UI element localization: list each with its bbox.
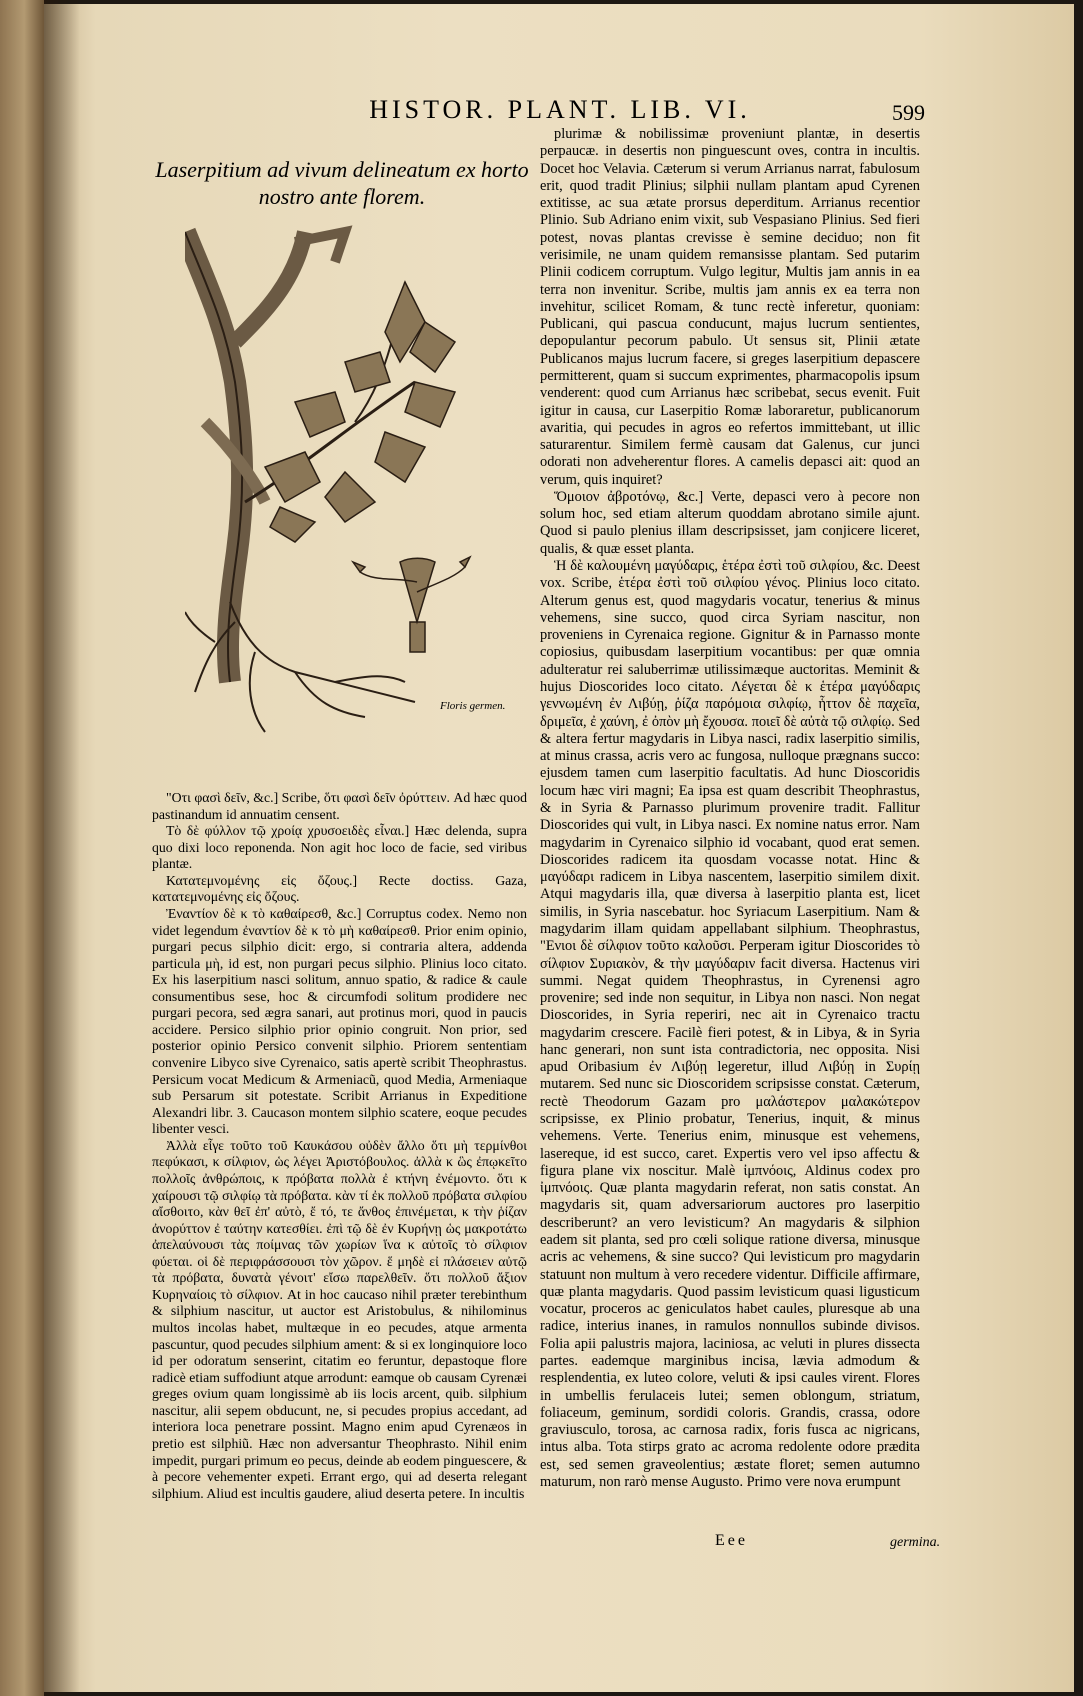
figure-title: Laserpitium ad vivum delineatum ex horto nostro ante florem.: [155, 157, 529, 209]
catchword: germina.: [890, 1535, 941, 1550]
paragraph: Κατατεμνομένης εἰς ὄζους.] Recte doctiss. Gaza, κατατεμνομένης εἰς ὄζους.: [152, 872, 527, 905]
laserpitium-plant-woodcut: [185, 222, 515, 782]
right-column: [540, 126, 920, 1491]
paragraph: Τὸ δὲ φύλλον τῷ χροίᾳ χρυσοειδὲς εἶναι.] Hæc delenda, supra quo dixi loco reponenda. Non agit hoc loco de facie, sed viribus plantæ.: [152, 823, 527, 872]
previous-page-edge: [0, 0, 44, 1696]
paragraph: Ἡ δὲ καλουμένη μαγύδαρις, ἑτέρα ἐστὶ τοῦ σιλφίου, &c. Deest vox. Scribe, ἑτέρα ἐστὶ τοῦ σιλφίου γένος. Plinius loco citato. Alterum genus est, quod magydaris vocatur, tenerius & minus vehemens, sine succo, quod circa Syriam nascitur, non proveniens in Cyrenaica regione. Gignitur & in Parnasso monte copiosius, quibusdam laserpitium vocantibus: per quæ omnia adulteratur rei saluberrimæ utilissimæque auctoritas. Meminit & hujus Dioscorides loco citato. Λέγεται δὲ κ ἑτέρα μαγύδαρις γεννωμένη ἐν Λιβύῃ, ῥίζα παρόμοια σιλφίῳ, ἧττον δὲ παχεῖα, δριμεῖα, ἐ χαύνη, ἐ ὀπὸν μὴ ἔχουσα. ποιεῖ δὲ αὐτὰ τῷ σιλφίῳ. Sed & altera fertur magydaris in Libya nasci, radix laserpitio similis, at minus crassa, acris vero ac fungosa, nulloque prægnans succo: ejusdem tamen cum laserpitio facultatis. Ad hunc Dioscoridis locum hæc viri magni; Ea ipsa est quam describit Theophrastus, & in Syria & Parnasso plurimum provenire tradit. Fallitur Dioscorides qui vult, in Libya nasci. Ex nomine natus error. Nam magydarim in Cyrenaico silphio id vocabant, quod erat semen. Dioscorides radicem ita quosdam vocasse notat. Hinc & μαγύδαρι radicem in Libya nascentem, laserpitio similem dixit. Atqui magydaris illa, quæ diversa à laserpitio planta est, licet similis, in Syria nascebatur. hoc Syriacum Laserpitium. Nam & magydarim illam quidam appellabant silphium. Theophrastus, "Ενιοι δὲ σίλφιον τοῦτο καλοῦσι. Perperam igitur Dioscorides τὸ σίλφιον Συριακὸν, & τὴν μαγύδαριν facit diversa. Hactenus viri summi. Negat quidem Theophrastus, in Cyrenensi agro provenire; sed inde non sequitur, in Libya non nasci. Non negat Dioscorides, in Syria reperiri, nec ait in Cyrenaico tractu magydarim crescere. Facilè fieri potest, & in Libya, & in Syria hanc generari, non sunt ista contradictoria, nec opposita. Nisi apud Oribasium ἐν Λιβύῃ legeretur, illud Λιβύῃ in Συρίῃ mutarem. Sed nunc sic Dioscoridem scripsisse constat. Cæterum, rectè Theodorum Gazam pro μαλάστερον μαλακώτερον scripsisse, ex Plinio probatur, Tenerius, inquit, & minus vehemens. Verte. Tenerius enim, minusque est vehemens, lasereque, id est succo, caret. Expertis vero vel ipso affectu & figura plane vix noscitur. Malè ἰμπνόοις, Aldinus codex pro ἰμπνόοις. Quæ planta magydarin referat, non satis constat. An magydaris sit, quam adversariorum auctores pro laserpitio describerunt? an vero levisticum? An magydaris & silphion eadem sit planta, sed pro cœli solique ratione diversa, minusque acris ac vehemens, & sine succo? Qui levisticum pro magydarin statuunt non multum à vero recedere videntur. Difficile affirmare, quæ planta magydaris. Quod passim levisticum quasi ligusticum vocatur, proceros ac geniculatos habet caules, pluresque ab una radice, interius inanes, in ramulos nonnullos subinde divisos. Folia apii palustris majora, laciniosa, ac veluti in plures dissecta partes. eademque marginibus incisa, lævia admodum & resplendentia, ex luteo colore, veluti & ipsi caules virent. Flores in umbellis ferulaceis lutei; semen oblongum, striatum, foliaceum, geminum, sordidi coloris. Grandis, crassa, odore graviusculo, torosa, ac carnosa radix, foris fusca ac nigricans, intus alba. Tota stirps grato ac acroma redolente odore prædita est, sed semen graveolentius; æstate floret; semen autumno maturum, non rarò mense Augusto. Primo vere nova erumpunt: [540, 558, 920, 1490]
figure-caption: Floris germen.: [440, 700, 506, 712]
left-column: [152, 790, 527, 1502]
paragraph: "Οτι φασὶ δεῖν, &c.] Scribe, ὅτι φασὶ δεῖν ὀρύττειν. Ad hæc quod pastinandum id annuatim censent.: [152, 790, 527, 822]
paragraph: Ὅμοιον ἀβροτόνῳ, &c.] Verte, depasci vero à pecore non solum hoc, sed etiam alterum quoddam abrotano simile ajunt. Quod si paulo plenius illam descripsisset, jam conjicere liceret, qualis, & quæ esset planta.: [540, 488, 920, 557]
page-number: 599: [892, 100, 925, 125]
paragraph: Ἐναντίον δὲ κ τὸ καθαίρεσθ, &c.] Corruptus codex. Nemo non videt legendum ἐναντίον δὲ κ τὸ μὴ καθαίρεσθ. Prior enim opinio, purgari pecus silphio dicit: ergo, si contraria altera, addenda particula μὴ, id est, non purgari pecus silphio. Plinius loco citato. Ex his laserpitium nasci solitum, annuo spatio, & radice & caule consumentibus sese, hoc & circumfodi solitum prodidere nec purgari pecora, sed ægra sanari, aut protinus mori, quod in paucis accidere. Persico silphio prior opinio congruit. Non prior, sed posterior opinio Persico convenit silphio. Priorem sententiam convenire Libyco sive Cyrenaico, satis apertè scribit Theophrastus. Persicum vocat Medicum & Armeniacũ, quod Media, Armeniaque sub Persarum sit potestate. Scribit Arrianus in Expeditione Alexandri libr. 3. Caucason montem silphio scatere, eoque pecudes libenter vesci.: [152, 905, 527, 1137]
paragraph: Ἀλλὰ εἶγε τοῦτο τοῦ Καυκάσου οὐδὲν ἄλλο ὅτι μὴ τερμίνθοι πεφύκασι, κ σίλφιον, ὡς λέγει Ἀριστόβουλος. ἀλλὰ κ ὣς ἐπῳκεῖτο πολλοῖς ἀνθρώποις, κ πρόβατα πολλὰ ἐ κτήνη ἐνέμοντο. ὅτι κ χαίρουσι τῷ σιλφίῳ τὰ πρόβατα. κὰν τί ἐκ πολλοῦ πρόβατα σιλφίου αἴσθοιτο, κὰν θεῖ ἐπ' αὐτὸ, ἔ τό, τε ἄνθος ἐπινέμεται, κ τὴν ῥίζαν ἀνορύττον ἐ ταύτην κατεσθίει. ἐπὶ τῷ δὲ ἐν Κυρήνῃ ὡς μακροτάτω ἀπελαύνουσι τὰς ποίμνας τῶν χωρίων ἵνα κ αὐτοῖς τὸ σίλφιον φύεται. οἱ δὲ περιφράσσουσι τὸν χῶρον. ἕ μηδὲ εἰ πλάσειεν αὐτῷ τὰ πρόβατα, δυνατὰ γένοιτ' εἴσω παρελθεῖν. ὅτι πολλοῦ ἄξιον Κυρηναίοις τὸ σίλφιον. At in hoc caucaso nihil præter terebinthum & silphium nascitur, ut auctor est Aristobulus, & nihilominus multos incolas habet, multæque in eo pecudes, atque armenta pascuntur, quod pecudes silphium ament: & si ex longinquiore loco id per odoratum senserint, citatim eo feruntur, depastoque flore radicè etiam suffodiunt atque arrodunt: eamque ob causam Cyrenæi greges ovium quam longissimè ab iis locis arcent, quib. silphium nascitur, alii sepem obducunt, ne, si pecudes propius accedant, ad interiora loca penetrare possint. Magno enim apud Cyrenæos in pretio est silphiũ. Hæc non adversantur Theophrasto. Nihil enim impedit, purgari primum eo pecus, deinde ab eodem pinguescere, & à pecore vehementer expeti. Errant ergo, qui ad deserta relegant silphium. Aliud est incultis gaudere, aliud deserta petere. In incultis: [152, 1137, 527, 1501]
signature-mark: Eee: [715, 1532, 748, 1549]
flower-bud-woodcut: [353, 557, 470, 652]
running-title: HISTOR. PLANT. LIB. VI.: [369, 95, 751, 124]
plant-illustration: [185, 222, 515, 782]
paragraph: plurimæ & nobilissimæ proveniunt plantæ, in desertis perpaucæ. in desertis non pinguescunt oves, contra in incultis. Docet hoc Velavia. Cæterum si verum Arrianus narrat, fabulosum erit, quod tradit Plinius; silphii nullam plantam apud Cyrenen extitisse, ac sua ætate prorsus deperditum. Arrianus recentior Plinio. Sub Adriano enim vixit, sub Vespasiano Plinius. Sed fieri potest, novas plantas crevisse è semine deciduo; non fit verisimile, ne unam quidem remansisse plantam. Sed putarim Plinii codicem corruptum. Vulgo legitur, Multis jam annis in ea terra non invenitur. Scribe, multis jam annis ex ea terra non invehitur, scilicet Romam, & tunc rectè inferetur, quoniam: Publicani, qui pascua conducunt, majus lucrum sentientes, depopulantur pecorum pabulo. Ut sensus sit, Plinii ætate Publicanos majus lucrum facere, si greges laserpitium depascere permitterent, quam si succum exprimentes, pharmacopolis ipsum venderent: quod cum Arrianus hæc scribebat, secus evenit. Fuit igitur in causa, cur Laserpitio Romæ laboraretur, publicanorum avaritia, qui pecudes in agros eo refertos immittebant, ut illic saturarentur. Similem fermè causam dat Galenus, cur junci odorati non adveherentur flores. A camelis depasci ait: quod an verum, quis inquiret?: [540, 126, 920, 488]
